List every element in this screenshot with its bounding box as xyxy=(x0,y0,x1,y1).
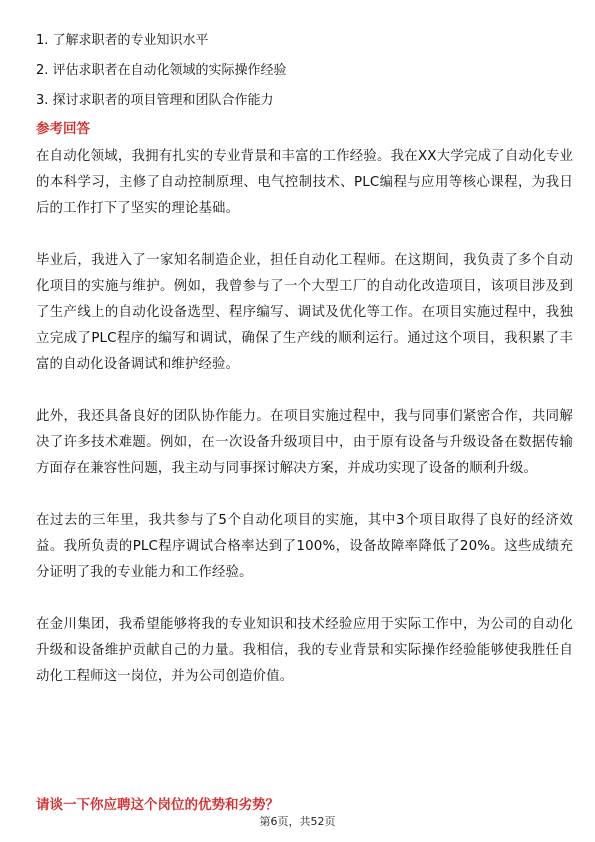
answer-paragraph-2: 毕业后，我进入了一家知名制造企业，担任自动化工程师。在这期间，我负责了多个自动化项目的实施与维护。例如，我曾参与了一个大型工厂的自动化改造项目，该项目涉及到了生产线上的自动化设备选型、程序编写、调试及优化等工作。在项目实施过程中，我独立完成了PLC程序的编写和调试，确保了生产线的顺利运行。通过这个项目，我积累了丰富的自动化设备调试和维护经验。 xyxy=(36,253,573,372)
aim-item-2: 2. 评估求职者在自动化领域的实际操作经验 xyxy=(36,63,287,78)
answer-paragraph-5: 在金川集团，我希望能够将我的专业知识和技术经验应用于实际工作中，为公司的自动化升级和设备维护贡献自己的力量。我相信，我的专业背景和实际操作经验能够使我胜任自动化工程师这一岗位，并为公司创造价值。 xyxy=(36,617,573,684)
reference-answer xyxy=(36,144,573,716)
page-footer: 第6页，共52页 xyxy=(259,815,336,828)
answer-heading: 参考回答 xyxy=(36,121,90,137)
answer-paragraph-1: 在自动化领域，我拥有扎实的专业背景和丰富的工作经验。我在XX大学完成了自动化专业的本科学习，主修了自动控制原理、电气控制技术、PLC编程与应用等核心课程，为我日后的工作打下了坚实的理论基础。 xyxy=(36,149,573,216)
answer-paragraph-4: 在过去的三年里，我共参与了5个自动化项目的实施，其中3个项目取得了良好的经济效益。我所负责的PLC程序调试合格率达到了100%，设备故障率降低了20%。这些成绩充分证明了我的专业能力和工作经验。 xyxy=(36,513,573,580)
aim-item-1: 1. 了解求职者的专业知识水平 xyxy=(36,33,209,48)
answer-paragraph-3: 此外，我还具备良好的团队协作能力。在项目实施过程中，我与同事们紧密合作，共同解决了许多技术难题。例如，在一次设备升级项目中，由于原有设备与升级设备在数据传输方面存在兼容性问题，我主动与同事探讨解决方案，并成功实现了设备的顺利升级。 xyxy=(36,409,573,476)
next-question-heading: 请谈一下你应聘这个岗位的优势和劣势？ xyxy=(36,797,279,813)
question-aims-list xyxy=(36,26,576,116)
aim-item-3: 3. 探讨求职者的项目管理和团队合作能力 xyxy=(36,93,274,108)
